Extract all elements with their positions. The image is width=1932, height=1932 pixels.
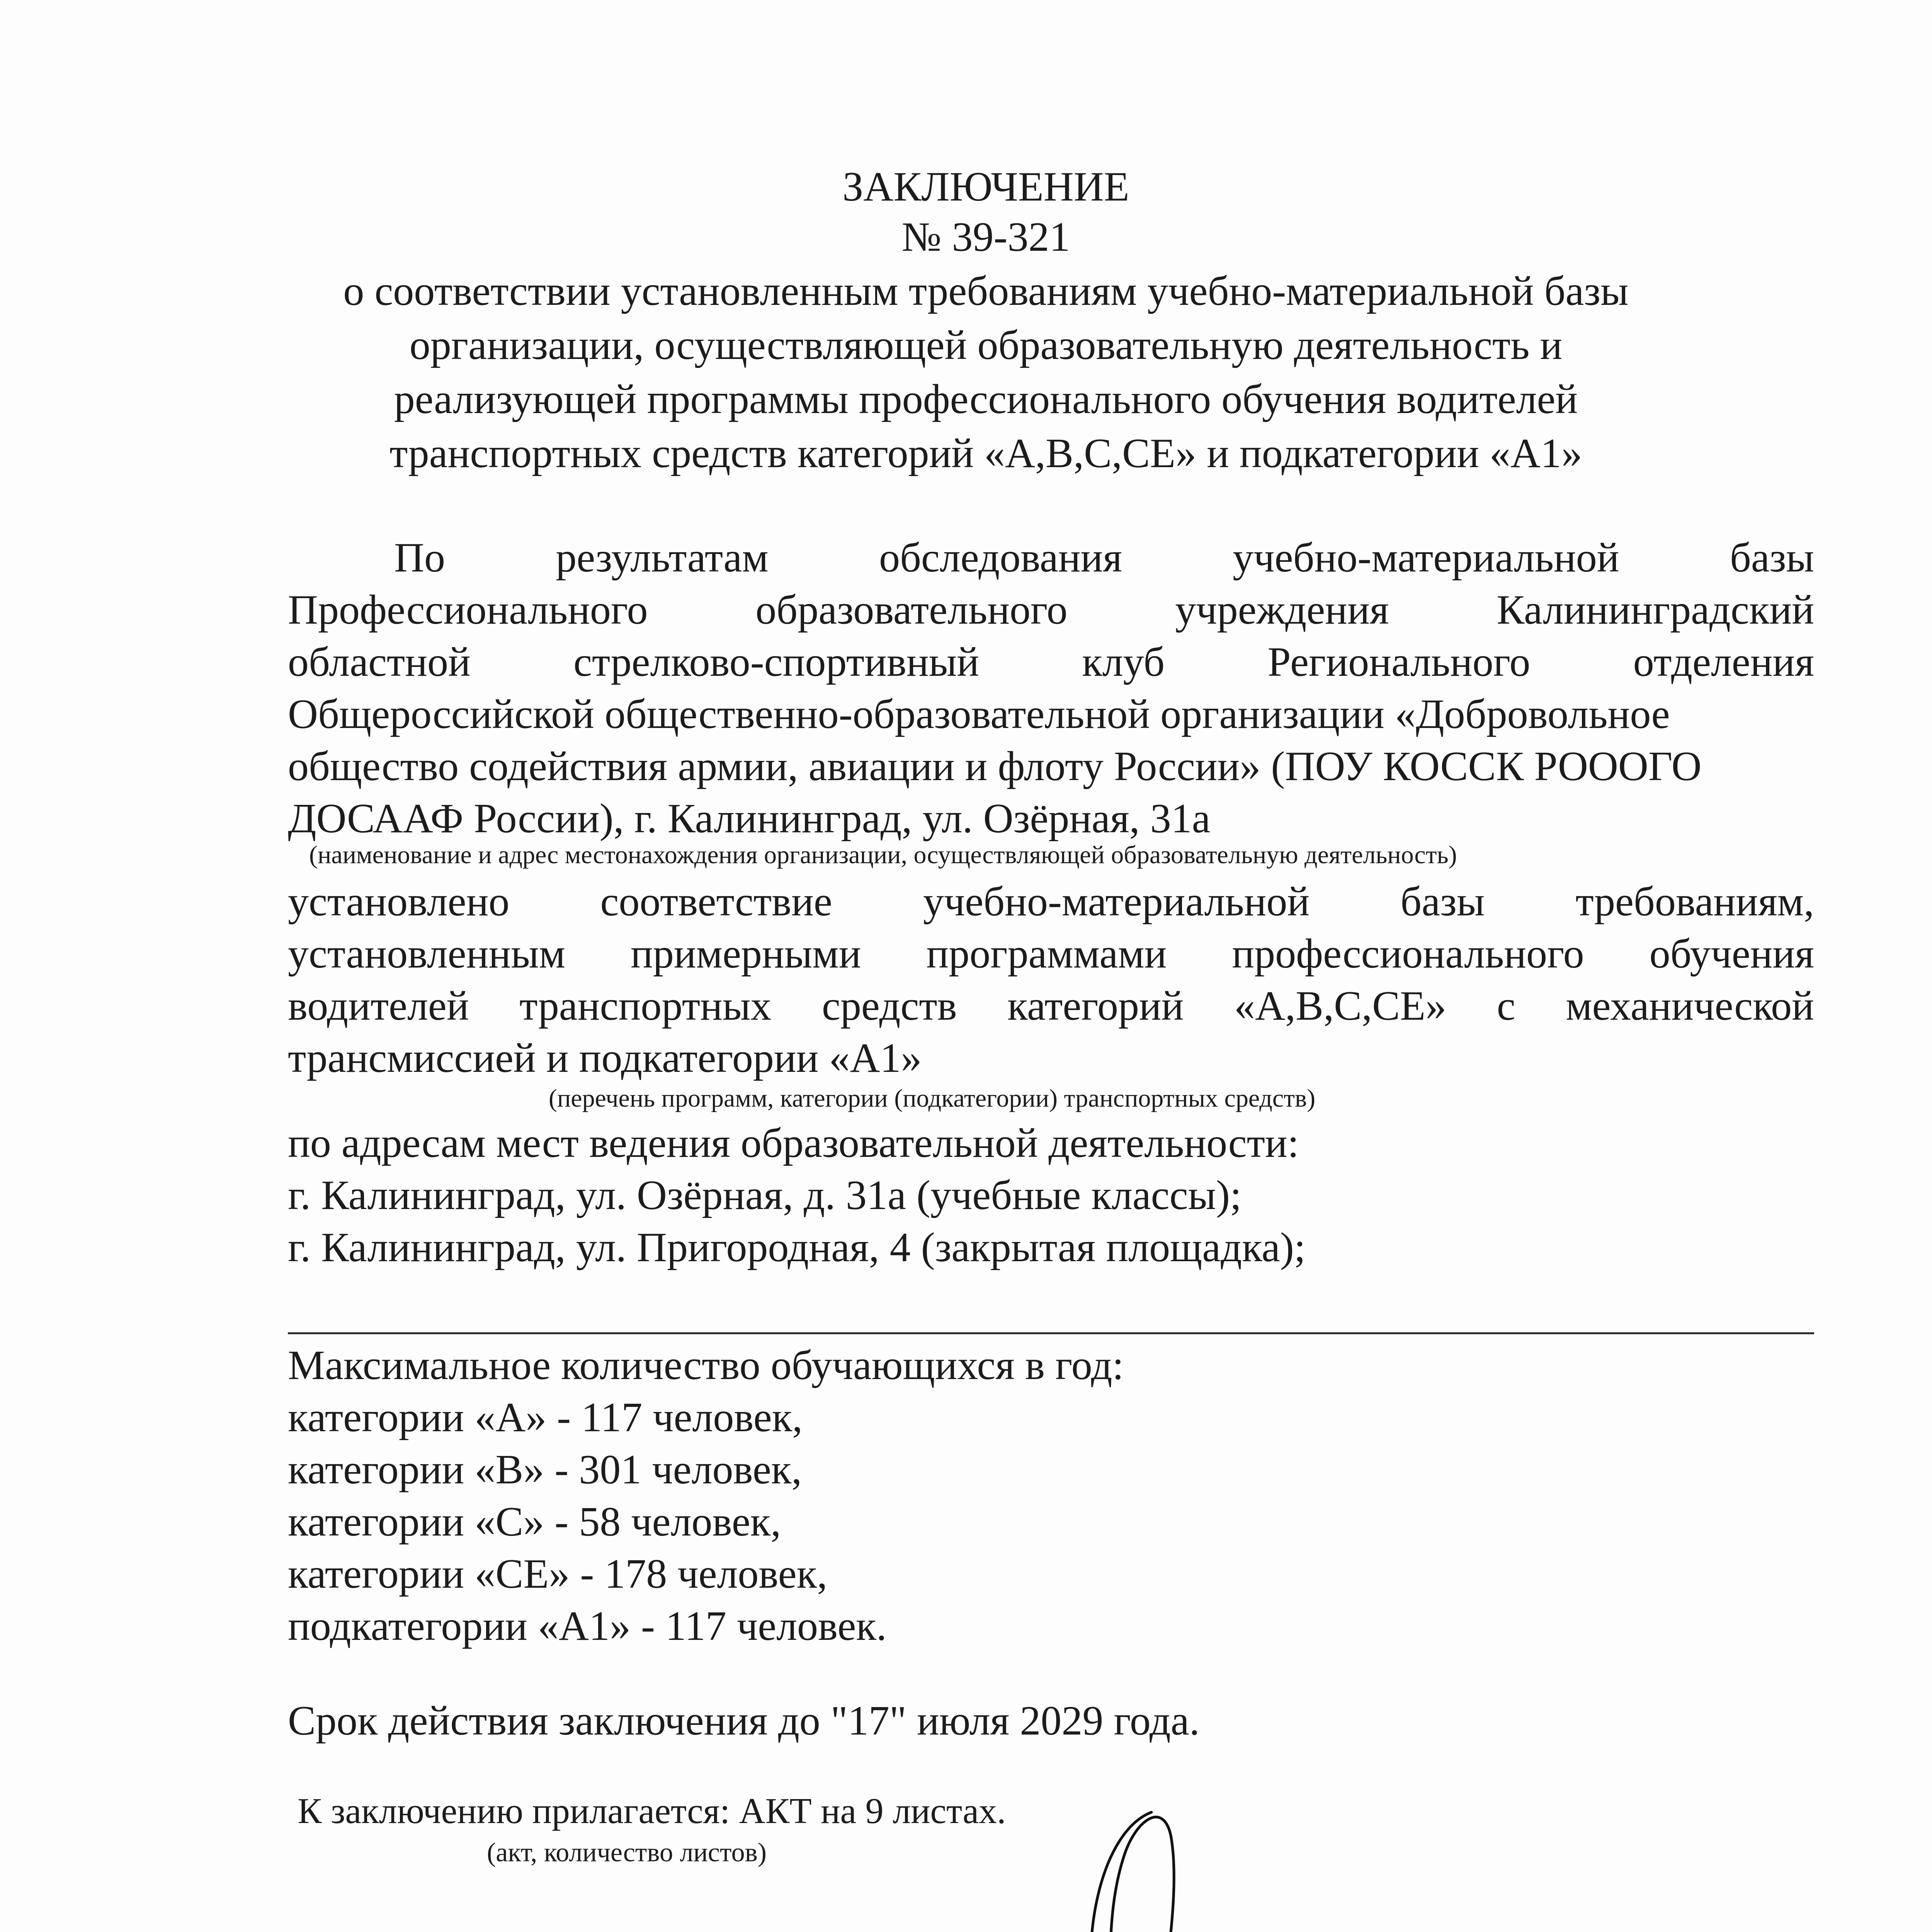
- body-line: ДОСААФ России), г. Калининград, ул. Озёрная, 31а: [288, 796, 1211, 842]
- document-title: ЗАКЛЮЧЕНИЕ: [842, 164, 1129, 210]
- word: По: [394, 535, 445, 581]
- word: Профессионального: [288, 587, 648, 633]
- subject-line: организации, осуществляющей образовательную деятельность и: [409, 322, 1563, 368]
- capacity-item: категории «С» - 58 человек,: [288, 1499, 781, 1545]
- body-line: общество содействия армии, авиации и флоту России» (ПОУ КОССК РОООГО: [288, 743, 1702, 789]
- document-number: № 39-321: [901, 214, 1070, 260]
- body-line: [394, 537, 1814, 579]
- word: «A,B,C,CE»: [1234, 983, 1447, 1029]
- word: водителей: [288, 983, 469, 1029]
- body-line: [288, 641, 1814, 683]
- word: категорий: [1007, 983, 1184, 1029]
- word: Регионального: [1267, 639, 1531, 685]
- word: с: [1497, 983, 1515, 1029]
- handwritten-signature: [831, 1777, 1430, 1932]
- word: установленным: [288, 931, 566, 977]
- word: стрелково-спортивный: [573, 639, 980, 685]
- word: учебно-материальной: [1233, 535, 1619, 581]
- subject-line: о соответствии установленным требованиям учебно-материальной базы: [343, 268, 1629, 314]
- subject-line: реализующей программы профессионального обучения водителей: [394, 376, 1578, 422]
- attachment-hint: (акт, количество листов): [487, 1838, 767, 1867]
- word: установлено: [288, 879, 510, 925]
- word: образовательного: [755, 587, 1068, 633]
- word: Калининградский: [1497, 587, 1814, 633]
- body-line: Общероссийской общественно-образовательной организации «Добровольное: [288, 691, 1670, 737]
- capacity-item: категории «СЕ» - 178 человек,: [288, 1551, 828, 1597]
- word: учебно-материальной: [923, 879, 1310, 925]
- validity-text: Срок действия заключения до "17" июля 2029 года.: [288, 1698, 1200, 1744]
- word: обучения: [1649, 931, 1814, 977]
- addresses-intro: по адресам мест ведения образовательной деятельности:: [288, 1120, 1299, 1166]
- word: транспортных: [519, 983, 772, 1029]
- word: программами: [926, 931, 1167, 977]
- capacity-item: категории «В» - 301 человек,: [288, 1447, 802, 1493]
- word: требованиям,: [1575, 879, 1814, 925]
- word: отделения: [1633, 639, 1814, 685]
- org-hint: (наименование и адрес местонахождения организации, осуществляющей образовательную деятельность): [309, 841, 1457, 869]
- subject-line: транспортных средств категорий «A,B,C,CE» и подкатегории «A1»: [389, 430, 1582, 476]
- word: областной: [288, 639, 471, 685]
- body-line: [288, 933, 1814, 975]
- word: базы: [1730, 535, 1814, 581]
- body-line: трансмиссией и подкатегории «A1»: [288, 1035, 922, 1081]
- word: механической: [1566, 983, 1814, 1029]
- body-line: [288, 881, 1814, 923]
- word: результатам: [556, 535, 769, 581]
- word: учреждения: [1175, 587, 1389, 633]
- separator-line: [288, 1332, 1814, 1334]
- capacity-item: категории «А» - 117 человек,: [288, 1395, 803, 1440]
- body-line: [288, 589, 1814, 631]
- word: примерными: [631, 931, 861, 977]
- address-item: г. Калининград, ул. Пригородная, 4 (закрытая площадка);: [288, 1225, 1306, 1270]
- programs-hint: (перечень программ, категории (подкатегории) транспортных средств): [549, 1084, 1316, 1112]
- word: обследования: [879, 535, 1122, 581]
- attachment-text: К заключению прилагается: АКТ на 9 листах.: [298, 1791, 1006, 1831]
- word: соответствие: [600, 879, 832, 925]
- capacity-heading: Максимальное количество обучающихся в год:: [288, 1342, 1124, 1388]
- body-line: [288, 985, 1814, 1027]
- word: базы: [1400, 879, 1485, 925]
- capacity-item: подкатегории «А1» - 117 человек.: [288, 1603, 887, 1649]
- address-item: г. Калининград, ул. Озёрная, д. 31а (учебные классы);: [288, 1172, 1242, 1218]
- word: профессионального: [1232, 931, 1584, 977]
- word: клуб: [1082, 639, 1165, 685]
- word: средств: [822, 983, 957, 1029]
